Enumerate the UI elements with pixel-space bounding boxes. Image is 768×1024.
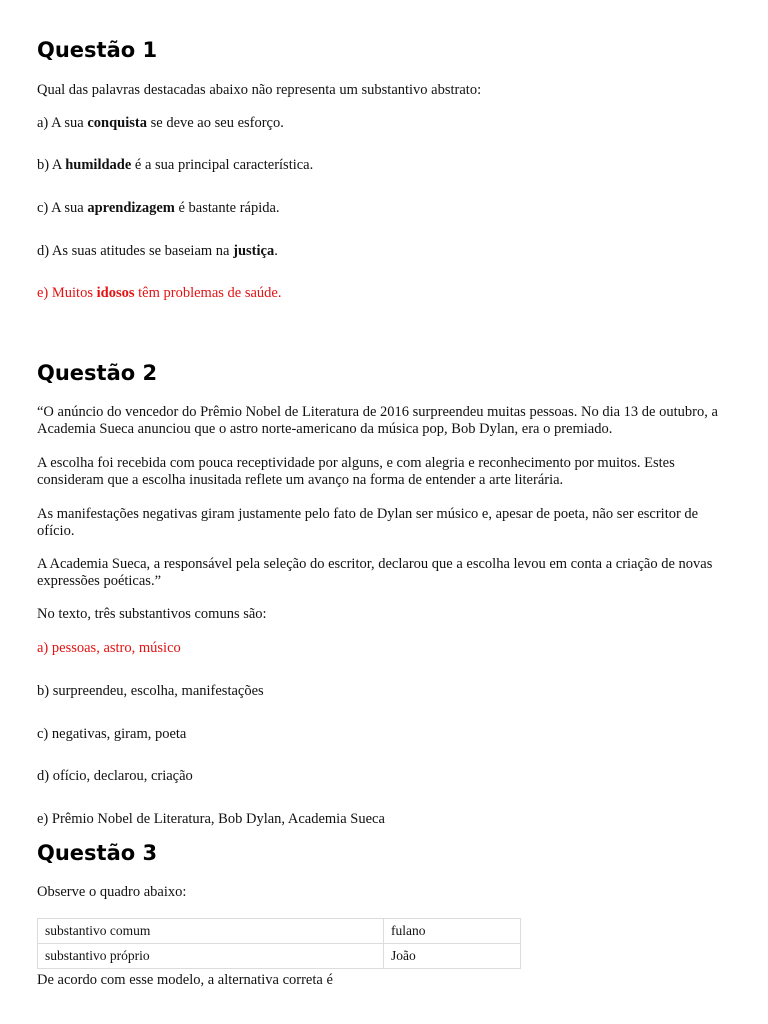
table-cell: fulano [384,919,521,944]
q1-option-e-correct: e) Muitos idosos têm problemas de saúde. [37,285,282,301]
table-cell: substantivo próprio [38,944,384,969]
highlighted-word: idosos [96,285,135,301]
q1-option-d: d) As suas atitudes se baseiam na justiça. [37,243,278,259]
noun-example-table [37,918,521,969]
q1-option-c: c) A sua aprendizagem é bastante rápida. [37,200,280,216]
question-3-prompt: Observe o quadro abaixo: [37,884,187,900]
q1-option-a: a) A sua conquista se deve ao seu esforço. [37,115,284,131]
table-row [38,944,521,969]
q2-paragraph-4: A Academia Sueca, a responsável pela seleção do escritor, declarou que a escolha levou em conta a criação de novas expressões poéticas.” [37,556,713,589]
q1-option-b: b) A humildade é a sua principal característica. [37,157,314,173]
question-3-title: Questão 3 [37,841,158,865]
table-cell: substantivo comum [38,919,384,944]
q2-paragraph-1: “O anúncio do vencedor do Prêmio Nobel de Literatura de 2016 surpreendeu muitas pessoas. No dia 13 de outubro, a Academia Sueca anunciou que o astro norte-americano da música pop, Bob Dylan, era o premiado. [37,404,718,437]
q2-option-b: b) surpreendeu, escolha, manifestações [37,683,264,699]
question-2-prompt: No texto, três substantivos comuns são: [37,606,267,622]
question-2-title: Questão 2 [37,361,158,385]
q2-paragraph-2: A escolha foi recebida com pouca receptividade por alguns, e com alegria e reconhecimento por muitos. Estes consideram que a escolha inusitada reflete um avanço na forma de entender a arte literária. [37,455,675,488]
highlighted-word: justiça [233,243,275,259]
highlighted-word: conquista [87,115,147,131]
highlighted-word: humildade [65,157,132,173]
highlighted-word: aprendizagem [87,200,175,216]
q2-option-d: d) ofício, declarou, criação [37,768,193,784]
q2-paragraph-3: As manifestações negativas giram justamente pelo fato de Dylan ser músico e, apesar de poeta, não ser escritor de ofício. [37,506,699,539]
q2-option-c: c) negativas, giram, poeta [37,726,187,742]
question-1-prompt: Qual das palavras destacadas abaixo não representa um substantivo abstrato: [37,82,482,98]
q2-option-e: e) Prêmio Nobel de Literatura, Bob Dylan, Academia Sueca [37,811,385,827]
table-cell: João [384,944,521,969]
q2-option-a-correct: a) pessoas, astro, músico [37,640,181,656]
question-1-title: Questão 1 [37,38,158,62]
question-3-followup: De acordo com esse modelo, a alternativa correta é [37,972,333,988]
table-row [38,919,521,944]
